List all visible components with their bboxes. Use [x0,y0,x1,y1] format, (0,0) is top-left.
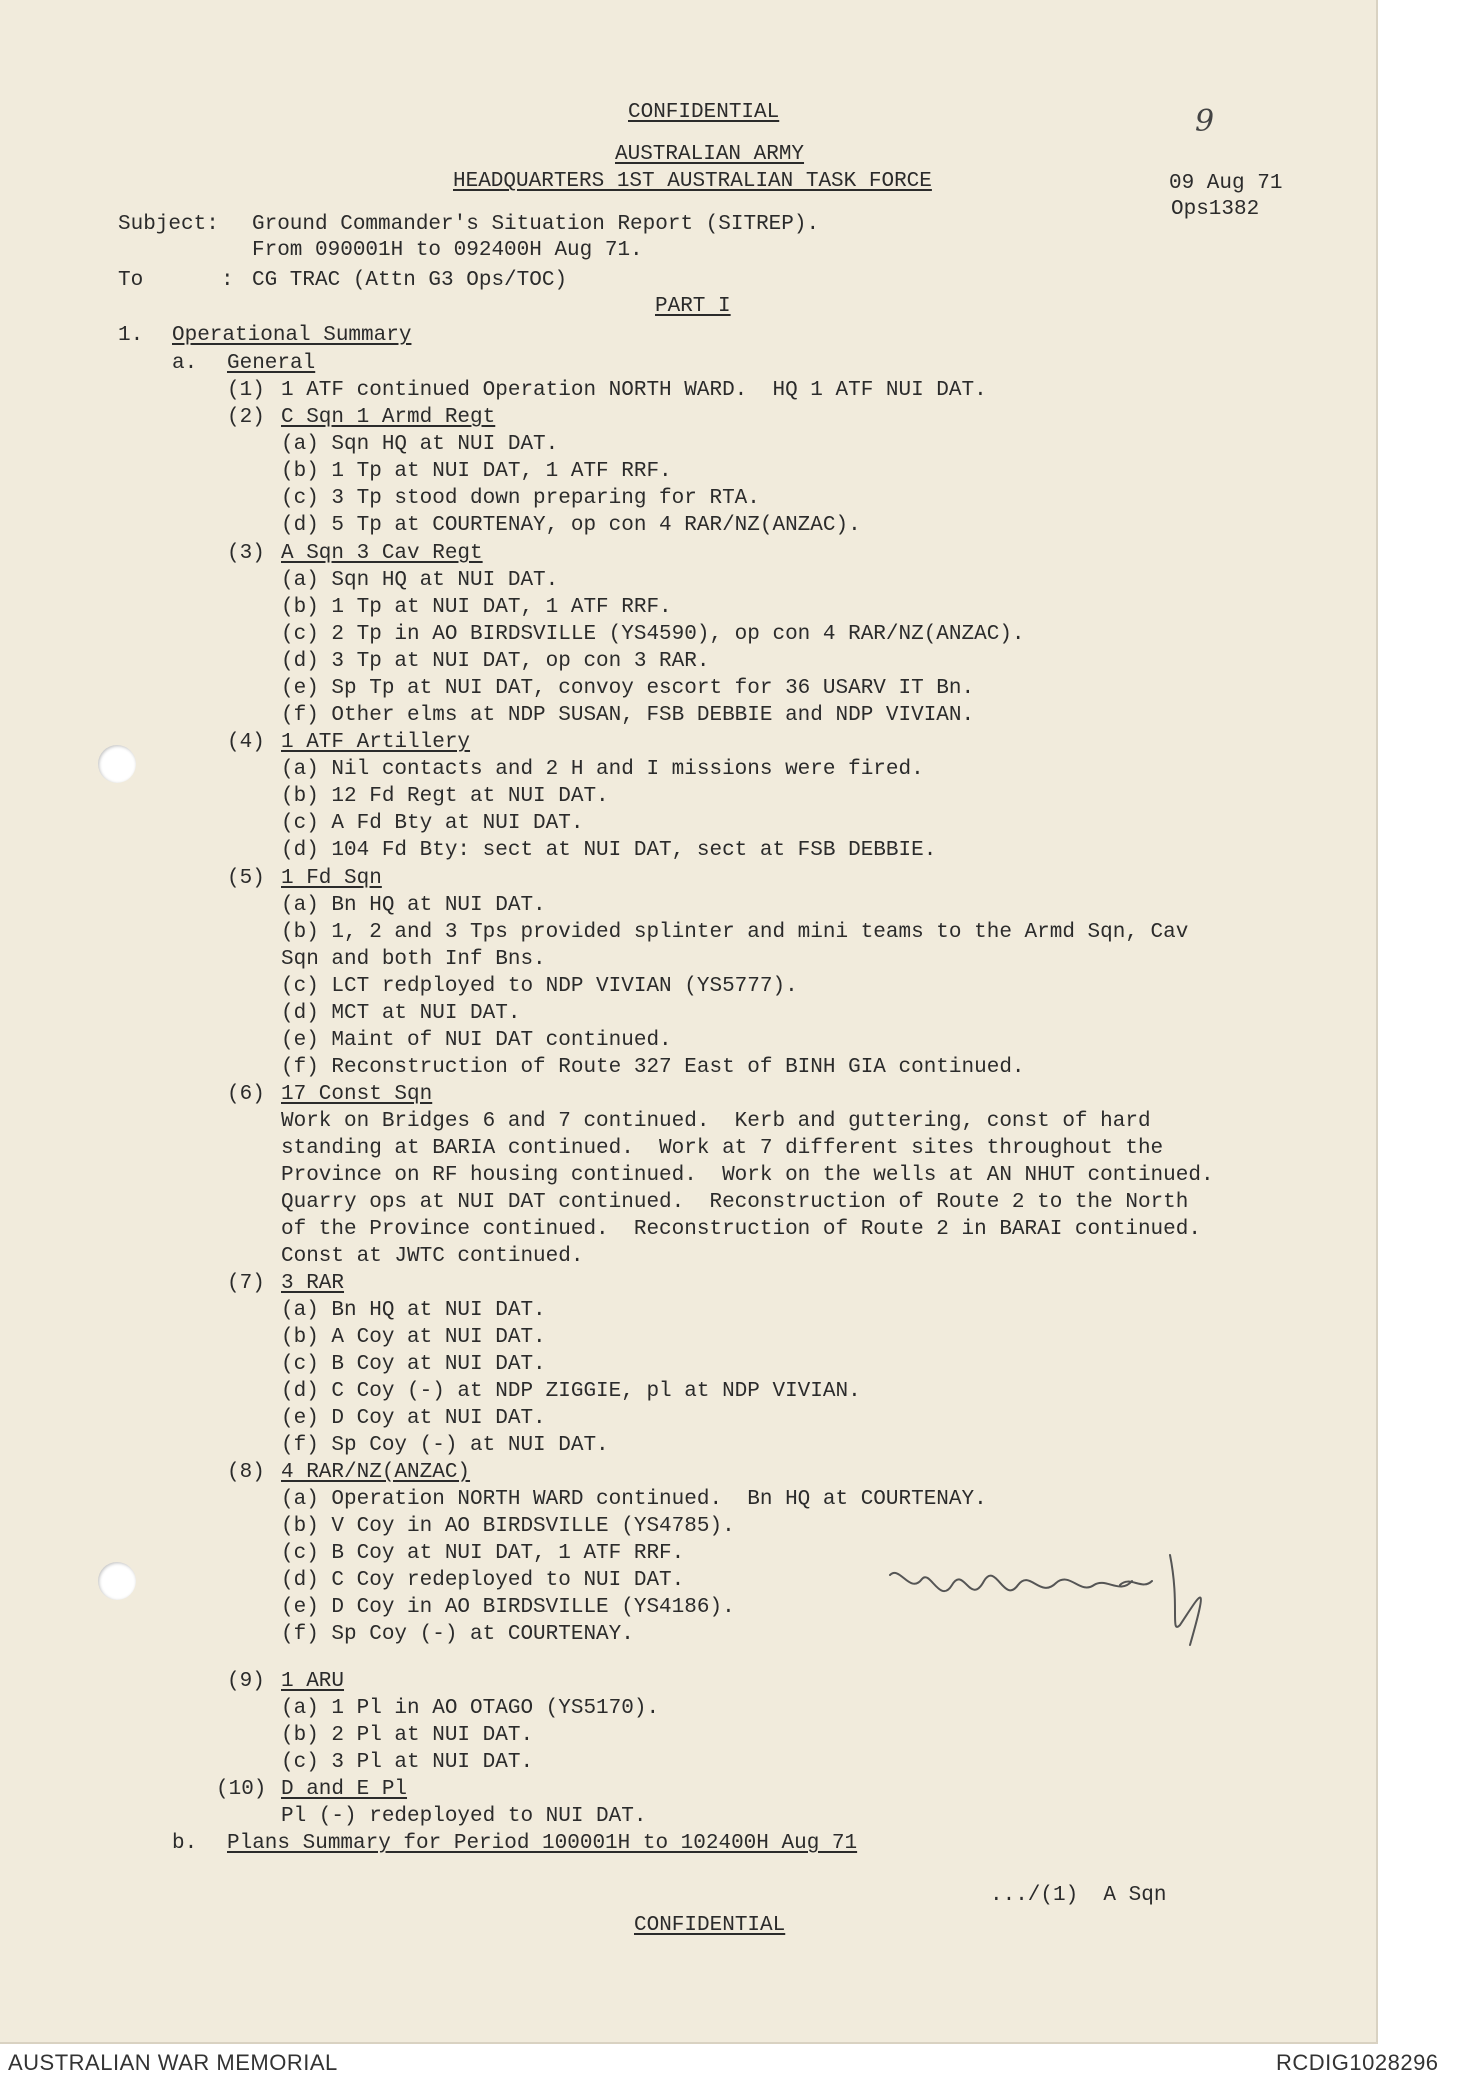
item-number: (1) [227,379,265,402]
item-text: Pl (-) redeployed to NUI DAT. [281,1805,647,1828]
item-text: 1 ATF continued Operation NORTH WARD. HQ 1 ATF NUI DAT. [281,379,987,402]
item-title: 4 RAR/NZ(ANZAC) [281,1461,471,1484]
archive-id: RCDIG1028296 [1276,2050,1439,2075]
item-title: 1 ATF Artillery [281,731,471,754]
sub-item: (e) D Coy at NUI DAT. [281,1407,546,1430]
item-number: (7) [227,1272,265,1295]
paragraph-line: Province on RF housing continued. Work on the wells at AN NHUT continued. [281,1164,1214,1187]
sub-item: (c) 3 Tp stood down preparing for RTA. [281,487,760,510]
subsection-letter: a. [172,352,198,375]
to-value: CG TRAC (Attn G3 Ops/TOC) [252,269,568,292]
sub-item: (c) A Fd Bty at NUI DAT. [281,812,584,835]
sub-item: (a) Operation NORTH WARD continued. Bn HQ at COURTENAY. [281,1488,987,1511]
sub-item: (e) Sp Tp at NUI DAT, convoy escort for 36 USARV IT Bn. [281,677,975,700]
item-number: (2) [227,406,265,429]
doc-reference: Ops1382 [1171,198,1260,221]
item-title: 1 Fd Sqn [281,867,382,890]
continuation-note: .../(1) A Sqn [990,1884,1167,1907]
item-number: (9) [227,1670,265,1693]
paragraph-line: Quarry ops at NUI DAT continued. Reconstruction of Route 2 to the North [281,1191,1189,1214]
paragraph-line: Const at JWTC continued. [281,1245,584,1268]
item-title: 17 Const Sqn [281,1083,433,1106]
sub-item: (a) Nil contacts and 2 H and I missions were fired. [281,758,924,781]
punch-hole [98,745,136,783]
org-hq: HEADQUARTERS 1ST AUSTRALIAN TASK FORCE [453,170,932,193]
handwritten-signature [880,1535,1340,1655]
sub-item: (d) 104 Fd Bty: sect at NUI DAT, sect at FSB DEBBIE. [281,839,937,862]
item-title: C Sqn 1 Armd Regt [281,406,496,429]
subsection-title: General [227,352,316,375]
archive-credit: AUSTRALIAN WAR MEMORIAL [8,2050,338,2075]
classification-top: CONFIDENTIAL [628,101,780,124]
sub-item: (f) Sp Coy (-) at COURTENAY. [281,1623,634,1646]
sub-item: (a) Sqn HQ at NUI DAT. [281,569,559,592]
item-number: (3) [227,542,265,565]
paragraph-line: standing at BARIA continued. Work at 7 different sites throughout the [281,1137,1164,1160]
sub-item: (b) 2 Pl at NUI DAT. [281,1724,534,1747]
sub-item: (c) B Coy at NUI DAT. [281,1353,546,1376]
sub-item: (f) Reconstruction of Route 327 East of BINH GIA continued. [281,1056,1025,1079]
punch-hole [98,1562,136,1600]
item-number: (5) [227,867,265,890]
doc-date: 09 Aug 71 [1169,172,1283,195]
section-number: 1. [118,324,144,347]
sub-item: (d) 5 Tp at COURTENAY, op con 4 RAR/NZ(ANZAC). [281,514,861,537]
sub-item: (c) 3 Pl at NUI DAT. [281,1751,534,1774]
sub-item: (b) 1, 2 and 3 Tps provided splinter and mini teams to the Armd Sqn, Cav [281,921,1189,944]
paragraph-line: of the Province continued. Reconstruction of Route 2 in BARAI continued. [281,1218,1201,1241]
item-number: (8) [227,1461,265,1484]
sub-item: (c) LCT redployed to NDP VIVIAN (YS5777). [281,975,798,998]
section-title: Operational Summary [172,324,412,347]
item-number: (6) [227,1083,265,1106]
sub-item: (c) B Coy at NUI DAT, 1 ATF RRF. [281,1542,685,1565]
sub-item: (d) 3 Tp at NUI DAT, op con 3 RAR. [281,650,710,673]
part-heading: PART I [655,295,731,318]
sub-item: (a) Bn HQ at NUI DAT. [281,1299,546,1322]
sub-item: (a) Sqn HQ at NUI DAT. [281,433,559,456]
item-title: A Sqn 3 Cav Regt [281,542,483,565]
item-title: D and E Pl [281,1778,408,1801]
subsection-letter: b. [172,1832,198,1855]
sub-item: (d) MCT at NUI DAT. [281,1002,521,1025]
subject-line: Ground Commander's Situation Report (SITREP). [252,213,820,236]
sub-item: (b) A Coy at NUI DAT. [281,1326,546,1349]
sub-item: (b) V Coy in AO BIRDSVILLE (YS4785). [281,1515,735,1538]
subject-line: From 090001H to 092400H Aug 71. [252,239,643,262]
sub-item: (a) Bn HQ at NUI DAT. [281,894,546,917]
item-number: (10) [216,1778,267,1801]
subject-label: Subject: [118,213,219,236]
to-label: To [118,269,144,292]
sub-item: (d) C Coy (-) at NDP ZIGGIE, pl at NDP VIVIAN. [281,1380,861,1403]
sub-item: (f) Other elms at NDP SUSAN, FSB DEBBIE and NDP VIVIAN. [281,704,975,727]
sub-item: (b) 1 Tp at NUI DAT, 1 ATF RRF. [281,460,672,483]
sub-item: (b) 1 Tp at NUI DAT, 1 ATF RRF. [281,596,672,619]
to-colon: : [221,269,234,292]
sub-item: (a) 1 Pl in AO OTAGO (YS5170). [281,1697,660,1720]
sub-item: (d) C Coy redeployed to NUI DAT. [281,1569,685,1592]
subsection-title: Plans Summary for Period 100001H to 102400H Aug 71 [227,1832,858,1855]
classification-bottom: CONFIDENTIAL [634,1914,786,1937]
paragraph-line: Work on Bridges 6 and 7 continued. Kerb and guttering, const of hard [281,1110,1151,1133]
org-name: AUSTRALIAN ARMY [615,143,805,166]
sub-item: (e) Maint of NUI DAT continued. [281,1029,672,1052]
sub-item: (c) 2 Tp in AO BIRDSVILLE (YS4590), op con 4 RAR/NZ(ANZAC). [281,623,1025,646]
sub-item: (f) Sp Coy (-) at NUI DAT. [281,1434,609,1457]
item-title: 3 RAR [281,1272,345,1295]
sub-item-continuation: Sqn and both Inf Bns. [281,948,546,971]
item-number: (4) [227,731,265,754]
sub-item: (e) D Coy in AO BIRDSVILLE (YS4186). [281,1596,735,1619]
item-title: 1 ARU [281,1670,345,1693]
sub-item: (b) 12 Fd Regt at NUI DAT. [281,785,609,808]
folio-number: 9 [1195,104,1215,139]
